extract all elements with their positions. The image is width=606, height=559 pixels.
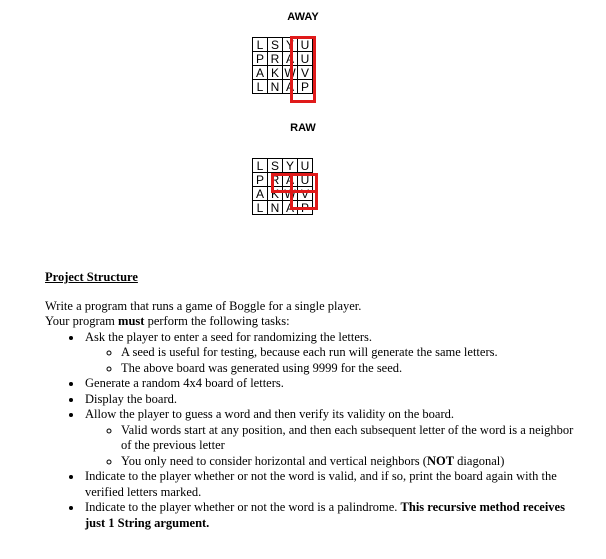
board-cell: L <box>253 38 268 52</box>
task-item-valid: • Indicate to the player whether or not the word is valid, and if so, print the board again with the verified letters marked. <box>83 469 585 500</box>
example-caption-away: AWAY <box>287 11 319 23</box>
board-cell: Y <box>283 159 298 173</box>
board-cell: S <box>268 38 283 52</box>
board-cell: K <box>268 187 283 201</box>
board-cell: U <box>298 159 313 173</box>
board-cell: V <box>298 187 313 201</box>
board-cell: L <box>253 201 268 215</box>
board-cell: R <box>268 52 283 66</box>
board-cell: A <box>283 80 298 94</box>
task-list <box>45 330 585 532</box>
task-item-display: • Display the board. <box>83 392 585 408</box>
board-cell: P <box>253 52 268 66</box>
board-cell: W <box>284 65 296 80</box>
path-highlight-away <box>290 36 316 103</box>
task-item-palindrome: • Indicate to the player whether or not the word is a palindrome. This recursive method receives just 1 String argument. <box>83 500 585 531</box>
board-cell: A <box>283 173 298 187</box>
board-cell: P <box>253 173 268 187</box>
project-structure-section <box>45 270 585 531</box>
sub-item: ◦ A seed is useful for testing, because each run will generate the same letters. <box>121 345 585 361</box>
intro-line-2: Your program must perform the following tasks: <box>45 314 290 328</box>
board-cell: S <box>268 159 283 173</box>
intro-line-1: Write a program that runs a game of Boggle for a single player. <box>45 298 362 313</box>
task-item-generate: • Generate a random 4x4 board of letters. <box>83 376 585 392</box>
board-cell: A <box>283 201 298 215</box>
board-cell: N <box>268 80 283 94</box>
path-highlight-raw-vertical <box>290 173 318 210</box>
board-cell: L <box>253 159 268 173</box>
sub-item: ◦ Valid words start at any position, and then each subsequent letter of the word is a neighbor of the previous letter <box>121 423 585 454</box>
board-cell: P <box>298 201 313 215</box>
board-cell: A <box>253 66 268 80</box>
section-heading: Project Structure <box>45 270 138 284</box>
task-item-seed: • Ask the player to enter a seed for randomizing the letters. ◦ A seed is useful for testing, because each run will generate the same letters. ◦ The above board was generated using 9999 for the seed. <box>83 330 585 377</box>
board-cell: U <box>298 38 313 52</box>
example-caption-raw: RAW <box>290 122 316 134</box>
board-cell: K <box>268 66 283 80</box>
board-cell: V <box>298 66 313 80</box>
board-cell: R <box>268 173 283 187</box>
board-cell: A <box>253 187 268 201</box>
task-item-guess: • Allow the player to guess a word and then verify its validity on the board. ◦ Valid words start at any position, and then each subsequent letter of the word is a neighbor of the previous letter ◦ You only need to consider horizontal and vertical neighbors (NOT diagonal) <box>83 407 585 469</box>
board-cell: W <box>284 186 296 201</box>
sub-item: ◦ You only need to consider horizontal and vertical neighbors (NOT diagonal) <box>121 454 585 470</box>
board-cell: A <box>283 52 298 66</box>
board-cell: L <box>253 80 268 94</box>
board-cell: N <box>268 201 283 215</box>
board-cell: U <box>298 173 313 187</box>
board-cell: U <box>298 52 313 66</box>
sub-item: ◦ The above board was generated using 9999 for the seed. <box>121 361 585 377</box>
board-cell: Y <box>283 38 298 52</box>
board-cell: P <box>298 80 313 94</box>
